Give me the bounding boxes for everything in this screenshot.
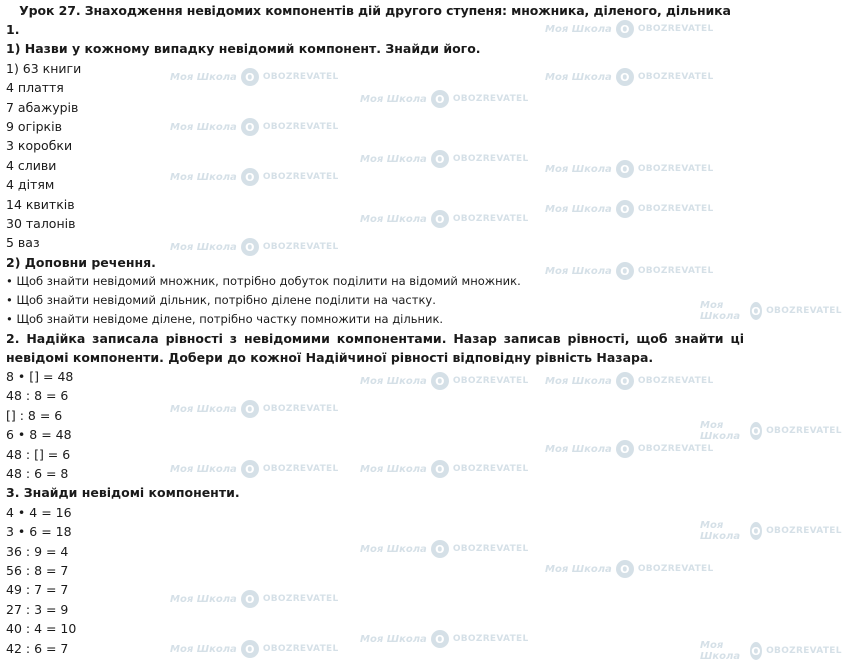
obozrevatel-logo-icon: О xyxy=(241,238,259,256)
watermark-brand: Моя Школа xyxy=(360,93,427,105)
section-2-equations xyxy=(6,367,744,483)
watermark-name: OBOZREVATEL xyxy=(766,526,842,536)
equation-line: 40 : 4 = 10 xyxy=(6,621,77,637)
obozrevatel-logo-icon: О xyxy=(616,440,634,458)
obozrevatel-logo-icon: О xyxy=(431,150,449,168)
obozrevatel-logo-icon: О xyxy=(616,262,634,280)
obozrevatel-logo-icon: О xyxy=(241,168,259,186)
obozrevatel-logo-icon: О xyxy=(750,422,762,440)
watermark-brand: Моя Школа xyxy=(700,300,741,322)
answer-line: 4 дітям xyxy=(6,177,55,193)
obozrevatel-logo-icon: О xyxy=(616,68,634,86)
watermark-brand: Моя Школа xyxy=(700,520,741,542)
watermark-brand: Моя Школа xyxy=(170,463,237,475)
watermark-name: OBOZREVATEL xyxy=(452,544,529,554)
answer-line: 30 талонів xyxy=(6,215,76,231)
watermark-brand: Моя Школа xyxy=(545,203,612,215)
watermark-name: OBOZREVATEL xyxy=(262,122,339,132)
watermark-name: OBOZREVATEL xyxy=(262,644,339,654)
watermark-name: OBOZREVATEL xyxy=(452,464,529,474)
watermark-name: OBOZREVATEL xyxy=(637,24,714,34)
watermark-name: OBOZREVATEL xyxy=(766,426,842,436)
watermark-brand: Моя Школа xyxy=(170,241,237,253)
watermark-brand: Моя Школа xyxy=(360,213,427,225)
answer-line: 4 сливи xyxy=(6,157,57,173)
obozrevatel-logo-icon: О xyxy=(431,372,449,390)
sentence-line: • Щоб знайти невідоме ділене, потрібно частку помножити на дільник. xyxy=(6,312,444,327)
page-title: Урок 27. Знаходження невідомих компонентів дій другого ступеня: множника, діленого, дільника xyxy=(19,3,731,18)
equation-line: 6 • 8 = 48 xyxy=(6,427,72,443)
watermark-name: OBOZREVATEL xyxy=(452,376,529,386)
watermark-brand: Моя Школа xyxy=(170,71,237,83)
obozrevatel-logo-icon: О xyxy=(431,210,449,228)
watermark-name: OBOZREVATEL xyxy=(262,242,339,252)
answer-line: 4 плаття xyxy=(6,80,64,96)
watermark-brand: Моя Школа xyxy=(700,640,741,662)
watermark-brand: Моя Школа xyxy=(360,633,427,645)
equation-line: 48 : 6 = 8 xyxy=(6,466,69,482)
answer-line: 7 абажурів xyxy=(6,99,79,115)
obozrevatel-logo-icon: О xyxy=(241,590,259,608)
watermark-name: OBOZREVATEL xyxy=(766,646,842,656)
answer-line: 14 квитків xyxy=(6,196,75,212)
task-1-heading: 1) Назви у кожному випадку невідомий компонент. Знайди його. xyxy=(6,41,481,57)
task-2-sentences xyxy=(6,272,744,329)
obozrevatel-logo-icon: О xyxy=(241,460,259,478)
watermark-name: OBOZREVATEL xyxy=(262,72,339,82)
watermark-brand: Моя Школа xyxy=(700,420,741,442)
watermark-brand: Моя Школа xyxy=(360,543,427,555)
obozrevatel-logo-icon: О xyxy=(750,642,762,660)
answer-line: 9 огірків xyxy=(6,118,62,134)
equation-line: 48 : 8 = 6 xyxy=(6,388,69,404)
watermark-name: OBOZREVATEL xyxy=(262,464,339,474)
obozrevatel-logo-icon: О xyxy=(616,560,634,578)
sentence-line: • Щоб знайти невідомий множник, потрібно добуток поділити на відомий множник. xyxy=(6,274,521,289)
answer-line: 1) 63 книги xyxy=(6,60,82,76)
watermark-name: OBOZREVATEL xyxy=(452,94,529,104)
watermark-brand: Моя Школа xyxy=(170,593,237,605)
section-2-heading: 2. Надійка записала рівності з невідомими компонентами. Назар записав рівності, щоб знайти ці невідомі компоненти. Добери до кожної Надійчиної рівності відповідну рівність Назара. xyxy=(6,331,744,366)
watermark-name: OBOZREVATEL xyxy=(637,376,714,386)
watermark-brand: Моя Школа xyxy=(360,463,427,475)
watermark-name: OBOZREVATEL xyxy=(262,172,339,182)
equation-line: 36 : 9 = 4 xyxy=(6,543,69,559)
obozrevatel-logo-icon: О xyxy=(241,640,259,658)
sentence-line: • Щоб знайти невідомий дільник, потрібно ділене поділити на частку. xyxy=(6,293,436,308)
watermark-brand: Моя Школа xyxy=(170,643,237,655)
watermark-name: OBOZREVATEL xyxy=(637,444,714,454)
equation-line: 42 : 6 = 7 xyxy=(6,640,69,656)
equation-line: 8 • [] = 48 xyxy=(6,369,74,385)
obozrevatel-logo-icon: О xyxy=(431,460,449,478)
watermark-name: OBOZREVATEL xyxy=(637,564,714,574)
answer-line: 5 ваз xyxy=(6,235,40,251)
obozrevatel-logo-icon: О xyxy=(750,302,762,320)
watermark-brand: Моя Школа xyxy=(545,563,612,575)
watermark-brand: Моя Школа xyxy=(360,153,427,165)
section-3-heading: 3. Знайди невідомі компоненти. xyxy=(6,485,240,501)
task-2-heading: 2) Доповни речення. xyxy=(6,254,156,270)
watermark-name: OBOZREVATEL xyxy=(637,72,714,82)
equation-line: 4 • 4 = 16 xyxy=(6,504,72,520)
watermark-name: OBOZREVATEL xyxy=(637,266,714,276)
watermark-name: OBOZREVATEL xyxy=(262,594,339,604)
equation-line: [] : 8 = 6 xyxy=(6,407,63,423)
equation-line: 3 • 6 = 18 xyxy=(6,524,72,540)
watermark-name: OBOZREVATEL xyxy=(452,154,529,164)
obozrevatel-logo-icon: О xyxy=(241,68,259,86)
watermark-name: OBOZREVATEL xyxy=(766,306,842,316)
watermark-brand: Моя Школа xyxy=(545,265,612,277)
watermark-brand: Моя Школа xyxy=(545,443,612,455)
obozrevatel-logo-icon: О xyxy=(616,200,634,218)
lesson-page xyxy=(6,0,744,658)
watermark-brand: Моя Школа xyxy=(545,163,612,175)
watermark-brand: Моя Школа xyxy=(170,171,237,183)
section-1-number: 1. xyxy=(6,22,20,37)
equation-line: 48 : [] = 6 xyxy=(6,446,71,462)
watermark-name: OBOZREVATEL xyxy=(262,404,339,414)
obozrevatel-logo-icon: О xyxy=(616,160,634,178)
watermark-brand: Моя Школа xyxy=(545,71,612,83)
obozrevatel-logo-icon: О xyxy=(750,522,762,540)
obozrevatel-logo-icon: О xyxy=(431,540,449,558)
section-3-equations xyxy=(6,503,744,658)
obozrevatel-logo-icon: О xyxy=(431,630,449,648)
watermark-name: OBOZREVATEL xyxy=(452,634,529,644)
obozrevatel-logo-icon: О xyxy=(241,118,259,136)
watermark-brand: Моя Школа xyxy=(545,375,612,387)
watermark-name: OBOZREVATEL xyxy=(637,164,714,174)
watermark-brand: Моя Школа xyxy=(170,403,237,415)
answer-line: 3 коробки xyxy=(6,138,73,154)
watermark-name: OBOZREVATEL xyxy=(637,204,714,214)
equation-line: 27 : 3 = 9 xyxy=(6,601,69,617)
obozrevatel-logo-icon: О xyxy=(616,20,634,38)
watermark-brand: Моя Школа xyxy=(545,23,612,35)
obozrevatel-logo-icon: О xyxy=(241,400,259,418)
task-1-answers xyxy=(6,59,744,253)
watermark-name: OBOZREVATEL xyxy=(452,214,529,224)
obozrevatel-logo-icon: О xyxy=(616,372,634,390)
watermark-brand: Моя Школа xyxy=(360,375,427,387)
watermark-brand: Моя Школа xyxy=(170,121,237,133)
equation-line: 56 : 8 = 7 xyxy=(6,562,69,578)
equation-line: 49 : 7 = 7 xyxy=(6,582,69,598)
obozrevatel-logo-icon: О xyxy=(431,90,449,108)
